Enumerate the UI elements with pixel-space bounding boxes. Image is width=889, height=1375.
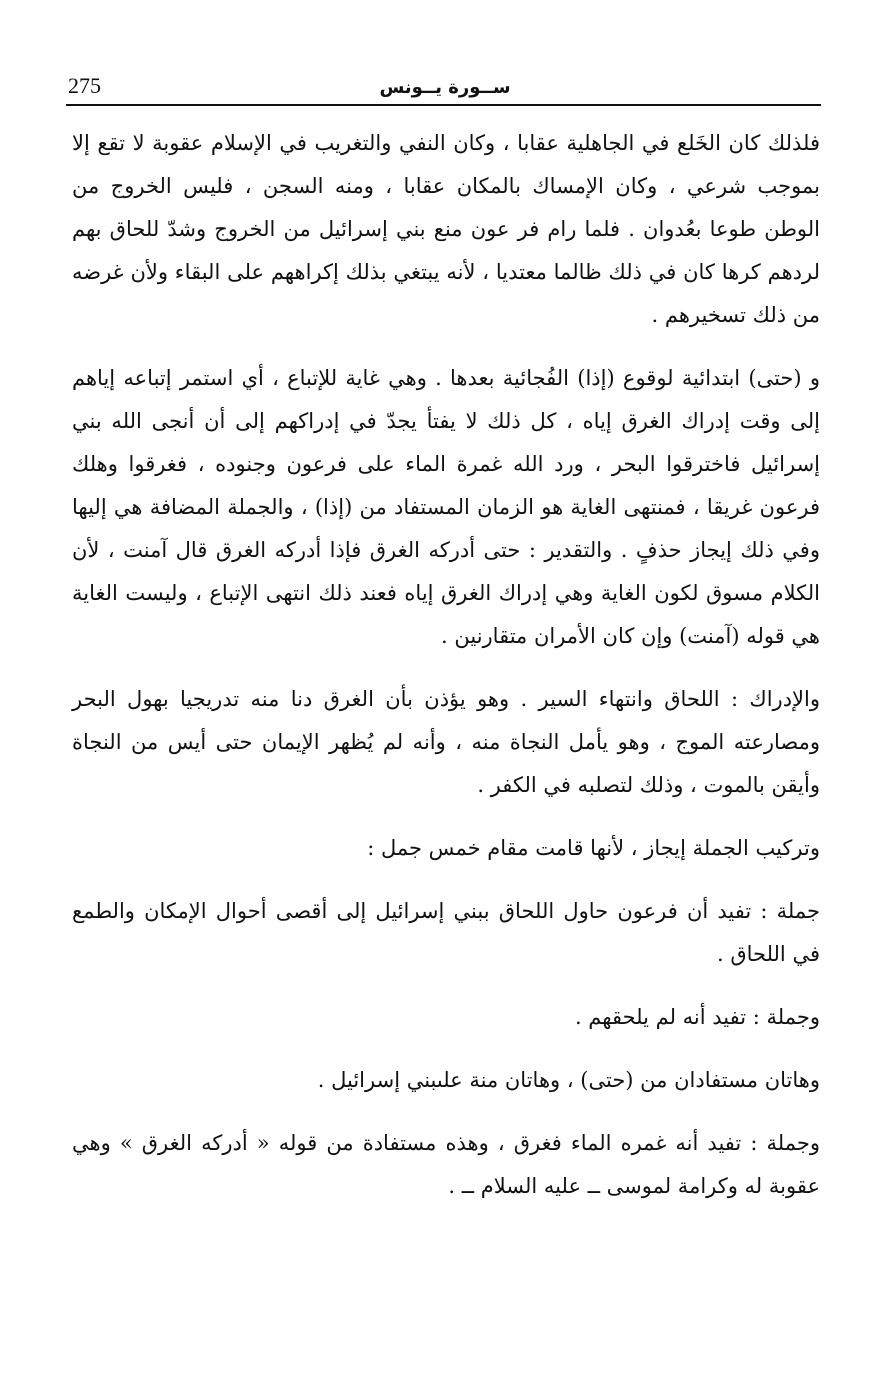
text-body	[72, 122, 820, 1228]
running-head-title: ســورة يــونس	[379, 77, 511, 98]
paragraph-4: وتركيب الجملة إيجاز ، لأنها قامت مقام خمس جمل :	[367, 836, 820, 860]
paragraph-6: وجملة : تفيد أنه لم يلحقهم .	[574, 1005, 820, 1029]
paragraph-7: وهاتان مستفادان من (حتى) ، وهاتان منة علىبني إسرائيل .	[317, 1068, 820, 1092]
paragraph-5: جملة : تفيد أن فرعون حاول اللحاق ببني إسرائيل إلى أقصى أحوال الإمكان والطمع في اللحاق .	[72, 899, 820, 966]
paragraph-2: و (حتى) ابتدائية لوقوع (إذا) الفُجائية بعدها . وهي غاية للإتباع ، أي استمر إتباعه إياهم إلى وقت إدراك الغرق إياه ، كل ذلك لا يفتأ يجدّ في إدراكهم إلى أن أنجى الله بني إسرائيل فاخترقوا البحر ، ورد الله غمرة الماء على فرعون وجنوده ، فغرقوا وهلك فرعون غريقا ، فمنتهى الغاية هو الزمان المستفاد من (إذا) ، والجملة المضافة هي إليها وفي ذلك إيجاز حذفٍ . والتقدير : حتى أدركه الغرق فإذا أدركه الغرق قال آمنت ، لأن الكلام مسوق لكون الغاية وهي إدراك الغرق إياه فعند ذلك انتهى الإتباع ، وليست الغاية هي قوله (آمنت) وإن كان الأمران متقارنين .	[72, 366, 820, 648]
paragraph-3: والإدراك : اللحاق وانتهاء السير . وهو يؤذن بأن الغرق دنا منه تدريجيا بهول البحر ومصارعته الموج ، وهو يأمل النجاة منه ، وأنه لم يُظهر الإيمان حتى أيس من النجاة وأيقن بالموت ، وذلك لتصلبه في الكفر .	[72, 687, 820, 797]
header-rule	[66, 104, 821, 106]
paragraph-1: فلذلك كان الخَلع في الجاهلية عقابا ، وكان النفي والتغريب في الإسلام عقوبة لا تقع إلا بموجب شرعي ، وكان الإمساك بالمكان عقابا ، ومنه السجن ، فليس الخروج من الوطن طوعا بعُدوان . فلما رام فر عون منع بني إسرائيل من الخروج وشدّ للحاق بهم لردهم كرها كان في ذلك ظالما معتديا ، لأنه يبتغي بذلك إكراههم على البقاء ولأن غرضه من ذلك تسخيرهم .	[72, 131, 820, 327]
page-number: 275	[68, 73, 101, 98]
paragraph-8: وجملة : تفيد أنه غمره الماء فغرق ، وهذه مستفادة من قوله « أدركه الغرق » وهي عقوبة له وكرامة لموسى ــ عليه السلام ــ .	[72, 1131, 820, 1198]
